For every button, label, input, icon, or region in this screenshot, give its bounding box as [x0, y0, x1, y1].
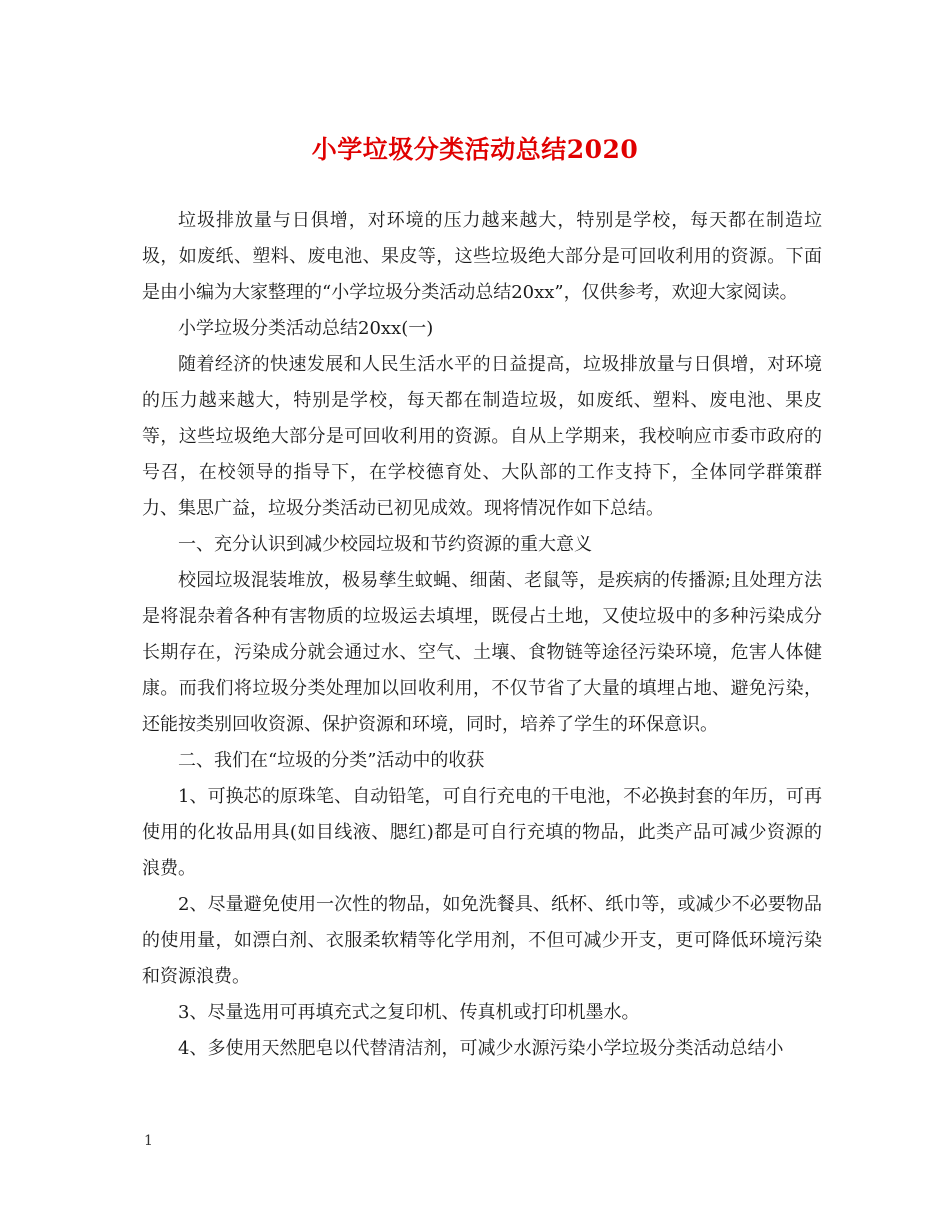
section-heading: 二、我们在“垃圾的分类”活动中的收获 — [178, 750, 485, 771]
list-item-paragraph: 1、可换芯的原珠笔、自动铅笔，可自行充电的干电池，不必换封套的年历，可再使用的化妆品用具(如目线液、腮红)都是可自行充填的物品，此类产品可减少资源的浪费。 — [142, 786, 822, 879]
page-number: 1 — [144, 1133, 153, 1149]
document-title: 小学垃圾分类活动总结2020 — [311, 135, 639, 164]
intro-paragraph: 垃圾排放量与日俱增，对环境的压力越来越大，特别是学校，每天都在制造垃圾，如废纸、塑料、废电池、果皮等，这些垃圾绝大部分是可回收利用的资源。下面是由小编为大家整理的“小学垃圾分类活动总结20xx”，仅供参考，欢迎大家阅读。 — [142, 210, 822, 303]
section-heading: 一、充分认识到减少校园垃圾和节约资源的重大意义 — [178, 534, 592, 555]
list-item-paragraph: 4、多使用天然肥皂以代替清洁剂，可减少水源污染小学垃圾分类活动总结小 — [178, 1038, 784, 1059]
section-heading: 小学垃圾分类活动总结20xx(一) — [178, 318, 434, 339]
list-item-paragraph: 3、尽量选用可再填充式之复印机、传真机或打印机墨水。 — [178, 1002, 640, 1023]
body-paragraph: 随着经济的快速发展和人民生活水平的日益提高，垃圾排放量与日俱增，对环境的压力越来越大，特别是学校，每天都在制造垃圾，如废纸、塑料、废电池、果皮等，这些垃圾绝大部分是可回收利用的资源。自从上学期来，我校响应市委市政府的号召，在校领导的指导下，在学校德育处、大队部的工作支持下，全体同学群策群力、集思广益，垃圾分类活动已初见成效。现将情况作如下总结。 — [142, 354, 822, 519]
document-body — [142, 203, 822, 1067]
list-item-paragraph: 2、尽量避免使用一次性的物品，如免洗餐具、纸杯、纸巾等，或减少不必要物品的使用量，如漂白剂、衣服柔软精等化学用剂，不但可减少开支，更可降低环境污染和资源浪费。 — [142, 894, 822, 987]
body-paragraph: 校园垃圾混装堆放，极易孳生蚊蝇、细菌、老鼠等，是疾病的传播源;且处理方法是将混杂着各种有害物质的垃圾运去填埋，既侵占土地，又使垃圾中的多种污染成分长期存在，污染成分就会通过水、空气、土壤、食物链等途径污染环境，危害人体健康。而我们将垃圾分类处理加以回收利用，不仅节省了大量的填埋占地、避免污染，还能按类别回收资源、保护资源和环境，同时，培养了学生的环保意识。 — [142, 570, 822, 735]
